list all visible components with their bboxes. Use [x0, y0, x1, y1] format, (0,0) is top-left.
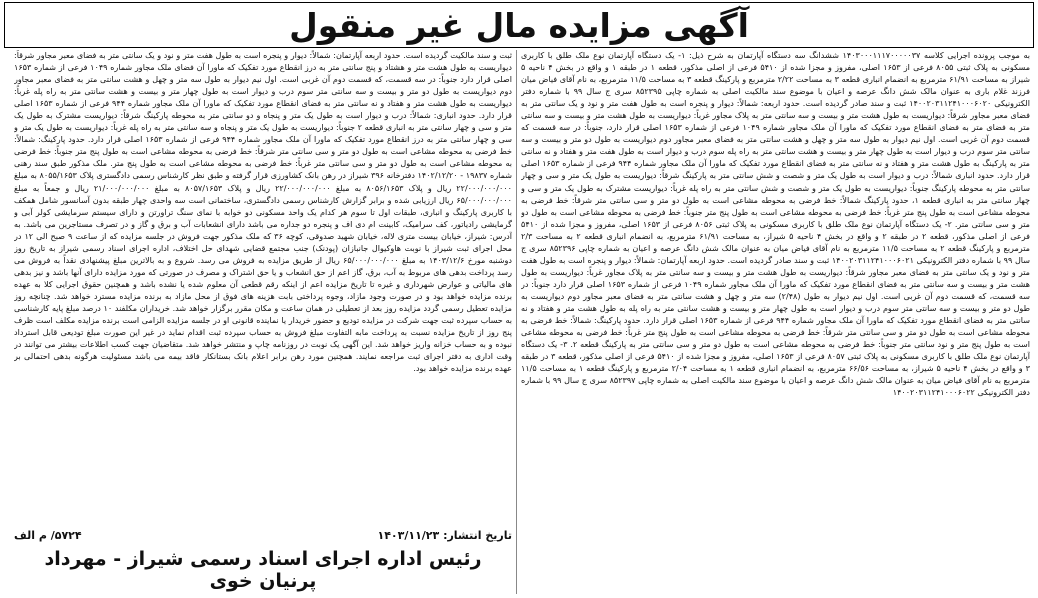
- publication-info: [14, 526, 512, 544]
- notice-title: آگهی مزایده مال غیر منقول: [289, 5, 749, 45]
- title-banner: [4, 2, 1034, 48]
- publish-date: تاریخ انتشار: ۱۴۰۳/۱۱/۲۳: [377, 528, 512, 542]
- notice-body-left-column: ثبت و سند مالکیت گردیده است. حدود اربعه آپارتمان: شمالاً: دیوار و پنجره است به طول هفت متر و نود و یک سانتی متر به فضای معبر مجاور شرقاً: دیواریست به طول هشت متر و هشتاد و پنج سانتی متر به درز انقطاع مورد تفکیک که ماورا آن فضای ملک مجاور شماره ۱۰۴۹ فرعی از شماره ۱۶۵۳ اصلی قرار دارد جنوباً: در سه قسمت، که قسمت دوم آن غربی است. اول نیم دیوار به طول سه متر و چهل و هشت سانتی متر به فضای معبر مجاور دوم دیواریست به طول دو متر و بیست و سه سانتی متر سوم درب و دیوار است به طول چهار متر و بیست و هشت سانتی متر به راه پله غرباً: دیواریست به طول هشت متر و هفتاد و نه سانتی متر به فضای انقطاع مورد تفکیک که ماورا آن ملک مجاور شماره ۹۴۴ فرعی از شماره ۱۶۵۳ اصلی قرار دارد. حدود انباری: شمالاً: درب و دیوار است به طول یک متر و پنجاه و دو سانتی متر به محوطه پارکینگ شرقاً: دیواریست مشترک به طول یک متر و سی و چهار سانتی متر به انباری قطعه ۲ جنوباً: دیواریست به طول یک متر و پنجاه و سه سانتی متر به راه پله غرباً: دیواریست به طول یک متر و سی و چهار سانتی متر به درز انقطاع مورد تفکیک که ماورا آن ملک مجاور شماره ۹۴۴ فرعی از شماره ۱۶۵۳ اصلی قرار دارد. حدود پارکینگ: شمالاً: خط فرضی به محوطه مشاعی است به طول دو متر و سی سانتی متر شرقاً: خط فرضی به محوطه مشاعی است به طول پنج متر جنوباً: خط فرضی به محوطه مشاعی است به طول دو متر و سی سانتی متر غرباً: خط فرضی به محوطه مشاعی است به طول پنج متر. ملک مذکور طبق سند رهنی شماره ۱۹۸۳۷ - ۱۴۰۲/۱۲/۲۰ دفترخانه ۳۹۶ شیراز در رهن بانک کشاورزی قرار گرفته و طبق نظر کارشناس رسمی دادگستری پلاک ۸۰۵۵/۱۶۵۳ به مبلغ ۲۲/۰۰۰/۰۰۰/۰۰۰ ریال و پلاک ۸۰۵۶/۱۶۵۳ به مبلغ ۲۲/۰۰۰/۰۰۰/۰۰۰ ریال و پلاک ۸۰۵۷/۱۶۵۳ به مبلغ ۲۱/۰۰۰/۰۰۰/۰۰۰ ریال و جمعاً به مبلغ ۶۵/۰۰۰/۰۰۰/۰۰۰ ریال ارزیابی شده و برابر گزارش کارشناس رسمی دادگستری، ساختمانی است سه واحدی چهار طبقه بدون آسانسور شامل همکف با کاربری پارکینگ و انباری، طبقات اول تا سوم هر کدام یک واحد مسکونی دو خوابه با نمای سنگ تراورتن و دارای سیستم سرمایشی کولر آبی و گرمایشی رادیاتور، کف سرامیک، کابینت ام دی اف و پنجره دو جداره می باشد دارای انشعابات آب و برق و گاز و در تصرف مستاجرین می باشد. به آدرس: شیراز، خیابان بیست متری لاله، خیابان شهید صدوقی، کوچه ۳۶ که ملک مذکور جهت فروش در جلسه مزایده که از ساعت ۹ صبح الی ۱۲ در محل اجرای ثبت شیراز با نوبت هاوکیوال جانبازان (پودنک) جنب مجتمع قضایی شهدای حل اختلاف، اداره اجرای اسناد رسمی شیراز به تاریخ روز دوشنبه مورخ ۱۴۰۳/۱۲/۶ به مبلغ ۶۵/۰۰۰/۰۰۰/۰۰۰ ریال از طریق مزایده به فروش می رسد. شروع و به بالاترین مبلغ پیشنهادی نقداً به فروش می رسد پرداخت بدهی های مربوط به آب، برق، گاز اعم از حق انشعاب و یا حق اشتراک و مصرف در صورتی که مورد مزایده دارای آنها باشد و نیز بدهی های مالیاتی و عوارض شهرداری و غیره تا تاریخ مزایده اعم از اینکه رقم قطعی آن معلوم شده یا نشده باشد و همچنین حقوق اجرایی کلا به عهده برنده مزایده خواهد بود و در صورت وجود مازاد، وجوه پرداختی بابت هزینه های فوق از محل مازاد به برنده مزایده مسترد خواهد شد. چنانچه روز مزایده تعطیل رسمی گردد مزایده روز بعد از تعطیلی در همان ساعت و مکان مقرر برگزار خواهد شد. خریداران مکلفند ۱۰ درصد مبلغ پایه کارشناسی به حساب سپرده ثبت جهت شرکت در مزایده تودیع و حضور خریدار یا نماینده قانونی او در جلسه مزایده الزامی است برنده مزایده مکلف است ظرف پنج روز از تاریخ مزایده نسبت به پرداخت مابه التفاوت مبلغ فروش به حساب سپرده ثبت اقدام نماید در غیر این صورت مبلغ تودیعی قابل استرداد نبوده و به حساب خزانه واریز خواهد شد. این آگهی یک نوبت در روزنامه چاپ و منتشر خواهد شد. متقاضیان جهت کسب اطلاعات بیشتر می توانند در وقت اداری به دفتر اجرای ثبت مراجعه نمایند. همچنین مورد رهن برابر اعلام بانک بستانکار فاقد بیمه می باشد مسئولیت هرگونه بدهی احتمالی بر عهده برنده مزایده خواهد بود.: [14, 51, 512, 374]
- notice-body-right-column: به موجب پرونده اجرایی کلاسه ۱۴۰۳۰۰۰۱۱۱۷۰۰۰۰۰۳۷ ششدانگ سه دستگاه آپارتمان به شرح ذیل: ۱- یک دستگاه آپارتمان نوع ملک طلق با کاربری مسکونی به پلاک ثبتی ۸۰۵۵ فرعی از ۱۶۵۳ اصلی، مفروز و مجزا شده از ۵۴۱۰ فرعی از اصلی مذکور، قطعه ۱ در طبقه ۱ و واقع در بخش ۴ ناحیه ۵ شیراز به مساحت ۶۱/۹۱ مترمربع به انضمام انباری قطعه ۳ به مساحت ۲/۲۲ مترمربع و پارکینگ قطعه ۳ به مساحت ۱۱/۵ مترمربع، به نام آقای فیاض میان فرزند غلام باری به عنوان مالک شش دانگ عرصه و اعیان با موضوع سند مالکیت اصلی به شماره چاپی ۸۵۲۳۹۵ سری ج سال ۹۹ با شماره دفتر الکترونیکی ۱۴۰۰۲۰۳۱۱۲۴۱۰۰۰۶۰۲۰ ثبت و سند صادر گردیده است. حدود اربعه: شمالاً: دیوار و پنجره است به طول هفت متر و نود و یک سانتی متر به فضای معبر مجاور شرقاً: دیواریست به طول هشت متر و بیست و سه سانتی متر به پلاک مجاور غرباً: دیواریست به طول هشت متر و بیست و سه سانتی متر به فضای متر به فضای انقطاع مورد تفکیک که ماورا آن ملک مجاور شماره ۱۰۴۹ فرعی از شماره ۱۶۵۳ اصلی قرار دارد، جنوباً: در سه قسمت که قسمت دوم آن غربی است. اول نیم دیوار به طول سه متر و چهل و هشت سانتی متر به فضای معبر مجاور دوم دیواریست به طول دو متر و بیست و سه سانتی متر سوم درب و دیوار است به طول چهار متر و بیست و هشت سانتی متر به راه پله سوم درب و دیوار است به طول هفت متر و هفتاد و نه سانتی متر به پارکینگ به طول هشت متر و هفتاد و نه سانتی متر به فضای انقطاع مورد تفکیک که ماورا آن ملک مجاور شماره ۹۴۴ فرعی از شماره ۱۶۵۳ اصلی قرار دارد. حدود انباری شمالاً: درب و دیوار است به طول یک متر و شصت و شش سانتی متر به پارکینگ شرقاً: دیواریست به طول یک متر و سی و چهار سانتی متر به محوطه پارکینگ جنوباً: دیواریست به طول یک متر و شصت و شش سانتی متر به راه پله غرباً: دیواریست مشترک به طول یک متر و سی و چهار سانتی متر به انباری قطعه ۱، حدود پارکینگ شمالاً: خط فرضی به محوطه مشاعی است به طول دو متر و سی سانتی متر شرقاً: خط فرضی به محوطه مشاعی است به طول پنج متر غرباً: خط فرضی به محوطه مشاعی است به طول پنج متر جنوباً: خط فرضی به محوطه مشاعی است به طول دو متر و سی سانتی متر. ۲- یک دستگاه آپارتمان نوع ملک طلق با کاربری مسکونی به پلاک ثبتی ۸۰۵۶ فرعی از ۱۶۵۳ اصلی، مفروز و مجزا شده از ۵۴۱۰ فرعی از اصلی مذکور، قطعه ۲ در طبقه ۲ و واقع در بخش ۴ ناحیه ۵ شیراز، به مساحت ۶۱/۹۱ مترمربع، به انضمام انباری قطعه ۲ به مساحت ۲/۳ مترمربع و پارکینگ قطعه ۲ به مساحت ۱۱/۵ مترمربع به نام آقای فیاض میان به عنوان مالک شش دانگ عرصه و اعیان به شماره چاپی ۸۵۲۳۹۶ سری ج سال ۹۹ با شماره دفتر الکترونیکی ۱۴۰۰۲۰۳۱۱۲۴۱۰۰۰۶۰۲۱ ثبت و سند صادر گردیده است. حدود اربعه آپارتمان: شمالاً: دیوار و پنجره است به طول هفت متر و نود و یک سانتی متر به فضای معبر مجاور شرقاً: دیواریست به طول هشت متر و بیست و سه سانتی متر به پلاک مجاور غرباً: دیواریست به طول هشت متر و بیست و سه سانتی متر به فضای انقطاع مورد تفکیک که ماورا آن ملک مجاور شماره ۱۰۴۹ فرعی از شماره ۱۶۵۳ اصلی قرار دارد جنوباً: در سه قسمت، که قسمت دوم آن غربی است. اول نیم دیوار به طول (۲/۴۸) سه متر و چهل و هشت سانتی متر به فضای معبر مجاور دوم دیواریست به طول دو متر و بیست و سه سانتی متر سوم درب و دیوار است به طول چهار متر و بیست و هشت سانتی متر به راه پله به طول هشت متر و هفتاد و نه سانتی متر به فضای انقطاع مورد تفکیک که ماورا آن ملک مجاور شماره ۹۴۴ فرعی از شماره ۱۶۵۳ اصلی قرار دارد. حدود پارکینگ: شمالاً: خط فرضی به محوطه مشاعی است به طول دو متر و سی سانتی متر شرقاً: خط فرضی به محوطه مشاعی است به طول پنج متر غرباً: خط فرضی به محوطه مشاعی است به طول پنج متر و نود سانتی متر جنوباً: خط فرضی به محوطه مشاعی است به طول دو متر و سی سانتی متر به پارکینگ قطعه ۲. ۳- یک دستگاه آپارتمان نوع ملک طلق با کاربری مسکونی به پلاک ثبتی ۸۰۵۷ فرعی از ۱۶۵۳ اصلی، مفروز و مجزا شده از ۵۴۱۰ فرعی از اصلی مذکور، قطعه ۳ در طبقه ۳ و واقع در بخش ۴ ناحیه ۵ شیراز، به مساحت ۶۶/۵۶ مترمربع، به انضمام انباری قطعه ۱ به مساحت ۲/۰۴ مترمربع و پارکینگ قطعه ۱ به مساحت ۱۱/۵ مترمربع به نام آقای فیاض میان به عنوان مالک شش دانگ عرصه و اعیان با موضوع سند مالکیت اصلی به شماره چاپی ۸۵۲۳۹۷ سری ج سال ۹۹ با شماره دفتر الکترونیکی ۱۴۰۰۲۰۳۱۱۲۴۱۰۰۰۶۰۲۲: [521, 51, 1030, 398]
- notice-code: ۵۷۲۴/ م الف: [14, 528, 82, 542]
- column-divider: [516, 50, 517, 594]
- signature-line: رئیس اداره اجرای اسناد رسمی شیراز - مهرداد پرنیان خوی: [44, 548, 482, 592]
